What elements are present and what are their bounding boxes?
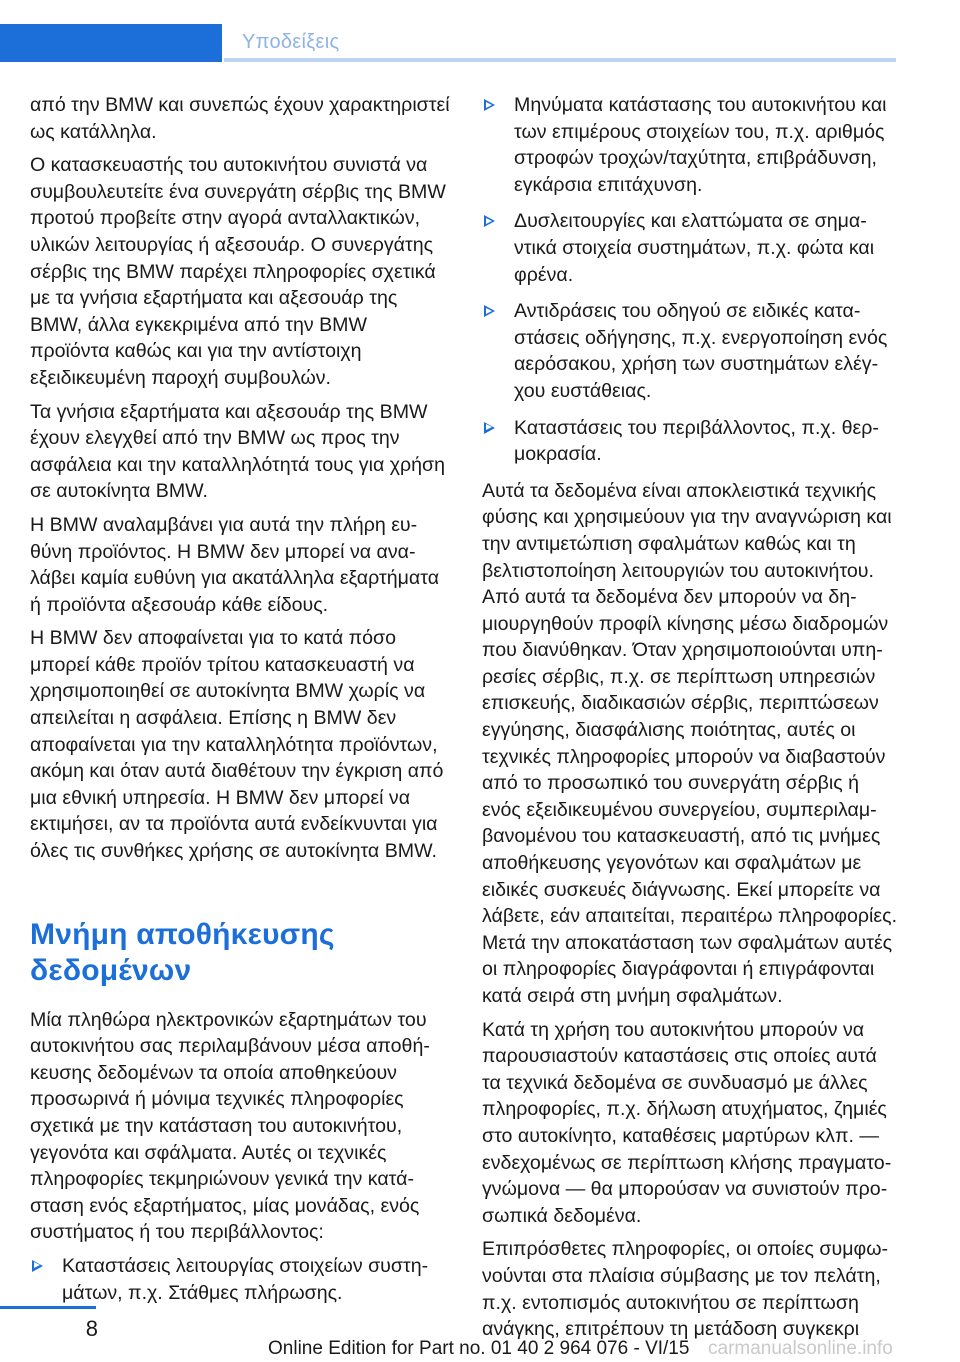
list-item-text: Αντιδράσεις του οδηγού σε ειδικές καταστάσεις οδήγησης, π.χ. ενεργοποίηση ενός αερόσακου, χρήση των συστημάτων ελέγχου ευστάθειας. (514, 300, 888, 402)
paragraph: Μία πληθώρα ηλεκτρονικών εξαρτημάτων του αυτοκινήτου σας περιλαμβάνουν μέσα αποθήκευσης δεδομένων τα οποία αποθηκεύουν προσωρινά ή μόνιμα τεχνικές πληροφορίες σχετικά με την κατάσταση του αυτοκινήτου, γεγονότα και σφάλματα. Αυτές οι τεχνικές πληροφορίες τεκμηριώνουν γενικά την κατάσταση ενός εξαρτήματος, μίας μονάδας, ενός συστήματος ή του περιβάλλοντος: (30, 1008, 430, 1244)
list-item (482, 92, 900, 198)
left-column (30, 92, 450, 1316)
list-item-text: Καταστάσεις του περιβάλλοντος, π.χ. θερμοκρασία. (514, 416, 879, 466)
paragraph: Ο κατασκευαστής του αυτοκινήτου συνιστά να συμβουλευτείτε ένα συνεργάτη σέρβις της BMW προτού προβείτε στην αγορά ανταλλακτικών, υλικών λειτουργίας ή αξεσουάρ. Ο συνεργάτης σέρβις της BMW παρέχει πληροφορίες σχετικά με τα γνήσια εξαρτήματα και αξεσουάρ της BMW, άλλα εγκεκριμένα από την BMW προϊόντα καθώς και για την αντίστοιχη εξειδικευμένη παροχή συμβουλών. (30, 154, 446, 389)
paragraph: Επιπρόσθετες πληροφορίες, οι οποίες συμφωνούνται στα πλαίσια σύμβασης με τον πελάτη, π.χ. εντοπισμός αυτοκινήτου σε περίπτωση ανάγκης, επιτρέπουν τη μετάδοση συγκεκρι (482, 1238, 889, 1341)
right-column (482, 92, 900, 1350)
triangle-bullet-icon (32, 1260, 43, 1272)
paragraph: Η BMW δεν αποφαίνεται για το κατά πόσο μπορεί κάθε προϊόν τρίτου κατασκευαστή να χρησιμοποιηθεί σε αυτοκίνητα BMW χωρίς να απειλείται η ασφάλεια. Επίσης η BMW δεν αποφαίνεται για την καταλληλότητα προϊόντων, ακόμη και όταν αυτά διαθέτουν την έγκριση από μια εθνική υπηρεσία. Η BMW δεν μπορεί να εκτιμήσει, αν τα προϊόντα αυτά ενδείκνυνται για όλες τις συνθήκες χρήσης σε αυτοκίνητα BMW. (30, 627, 444, 863)
list-item (482, 208, 900, 288)
footer-rule (0, 1306, 96, 1309)
triangle-bullet-icon (484, 215, 495, 227)
paragraph: Τα γνήσια εξαρτήματα και αξεσουάρ της BMW έχουν ελεγχθεί από την BMW ως προς την ασφάλεια και την καταλληλότητά τους για χρήση σε αυτοκίνητα BMW. (30, 400, 446, 503)
paragraph: Αυτά τα δεδομένα είναι αποκλειστικά τεχνικής φύσης και χρησιμεύουν για την αναγνώριση και την αντιμετώπιση σφαλμάτων καθώς και τη βελτιστοποίηση λειτουργιών του αυτοκινήτου. Από αυτά τα δεδομένα δεν μπορούν να δημιουργηθούν προφίλ κίνησης μέσω διαδρομών που διανύθηκαν. Όταν χρησιμοποιούνται υπηρεσίες σέρβις, π.χ. σε περίπτωση υπηρεσιών επισκευής, διαδικασιών σέρβις, περιπτώσεων εγγύησης, διασφάλισης ποιότητας, αυτές οι τεχνικές πληροφορίες μπορούν να διαβαστούν από το προσωπικό του συνεργάτη σέρβις ή ενός εξειδικευμένου συνεργείου, συμπεριλαμβανομένου του κατασκευαστή, από τις μνήμες αποθήκευσης γεγονότων και σφαλμάτων με ειδικές συσκευές διάγνωσης. Εκεί μπορείτε να λάβετε, εάν απαιτείται, περαιτέρω πληροφορίες. Μετά την αποκατάσταση των σφαλμάτων αυτές οι πληροφορίες διαγράφονται ή επιγράφονται κατά σειρά στη μνήμη σφαλμάτων. (482, 479, 898, 1007)
header-color-bar (0, 24, 222, 62)
list-item (482, 415, 900, 468)
paragraph: Η BMW αναλαμβάνει για αυτά την πλήρη ευθύνη προϊόντος. Η BMW δεν μπορεί να αναλάβει καμία ευθύνη για ακατάλληλα εξαρτήματα ή προϊόντα αξεσουάρ κάθε είδους. (30, 513, 440, 616)
header-rule (224, 58, 896, 62)
paragraph: Κατά τη χρήση του αυτοκινήτου μπορούν να παρουσιαστούν καταστάσεις στις οποίες αυτά τα τεχνικά δεδομένα σε συνδυασμό με άλλες πληροφορίες, π.χ. δήλωση ατυχήματος, ζημιές στο αυτοκίνητο, καταθέσεις μαρτύρων κλπ. — ενδεχομένως σε περίπτωση κλήσης πραγματογνώμονα — θα μπορούσαν να συνιστούν προσωπικά δεδομένα. (482, 1018, 892, 1227)
triangle-bullet-icon (484, 99, 495, 111)
watermark: carmanualsonline.info (708, 1338, 893, 1359)
list-item-text: Δυσλειτουργίες και ελαττώματα σε σημαντικά στοιχεία συστημάτων, π.χ. φώτα και φρένα. (514, 210, 875, 286)
page-section-title: Υποδείξεις (242, 31, 340, 53)
edition-note: Online Edition for Part no. 01 40 2 964 076 - VI/15 (268, 1338, 690, 1359)
list-item-text: Καταστάσεις λειτουργίας στοιχείων συστημάτων, π.χ. Στάθμες πλήρωσης. (62, 1254, 429, 1304)
paragraph: από την BMW και συνεπώς έχουν χαρακτηριστεί ως κατάλληλα. (30, 94, 450, 143)
section-heading: Μνήμη αποθήκευσης δεδομένων (30, 917, 335, 987)
page-number: 8 (85, 1316, 98, 1341)
list-item (30, 1253, 450, 1306)
list-item-text: Μηνύματα κατάστασης του αυτοκινήτου και των επιμέρους στοιχείων του, π.χ. αριθμός στροφών τροχών/ταχύτητα, επιβράδυνση, εγκάρσια επιτάχυνση. (514, 94, 887, 196)
triangle-bullet-icon (484, 305, 495, 317)
triangle-bullet-icon (484, 422, 495, 434)
list-item (482, 298, 900, 404)
